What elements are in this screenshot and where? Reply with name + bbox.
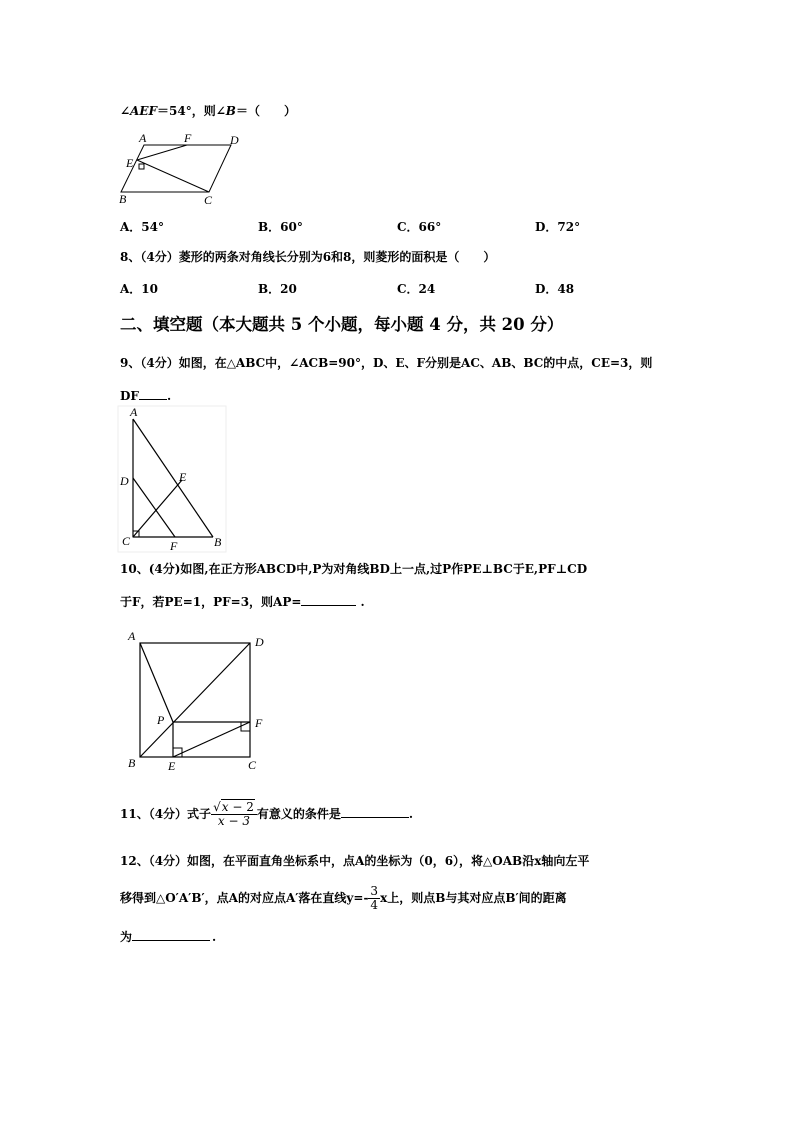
q11-numerator — [211, 801, 257, 815]
q11-stem — [120, 794, 413, 834]
q11-end: . — [408, 807, 414, 821]
q10-segment-ef — [173, 722, 250, 757]
q12-stem-line1: 12、（4分）如图，在平面直角坐标系中，点A的坐标为（0，6），将△OAB沿x轴向左平 — [120, 854, 590, 868]
q10-label-c: C — [248, 758, 257, 772]
q12-frac-num: 3 — [370, 884, 379, 898]
q12-answer-blank[interactable] — [132, 928, 210, 941]
q8-option-a[interactable]: A．10 — [120, 282, 159, 296]
q7-stem-tail: ＝（ ） — [235, 104, 296, 118]
q9-prefix: DF — [120, 389, 139, 403]
q11-radicand-var: x — [221, 800, 229, 814]
q10-right-angle-e — [173, 748, 182, 757]
q11-radicand — [221, 799, 255, 814]
q7-option-c[interactable]: C．66° — [397, 220, 442, 234]
q8-option-c[interactable]: C．24 — [397, 282, 436, 296]
q10-right-angle-f — [241, 722, 250, 731]
q10-label-b: B — [128, 756, 136, 770]
q12-stem-line3 — [120, 928, 216, 945]
q12-frac-den: 4 — [370, 898, 379, 912]
q10-suffix: . — [360, 595, 365, 609]
q10-diagonal-bd — [140, 643, 250, 757]
q7-angle-aef: ∠AEF — [120, 104, 158, 118]
q10-label-a: A — [128, 629, 136, 643]
q11-answer-blank[interactable] — [341, 805, 409, 818]
q12-line2-prefix: 移得到△O′A′B′，点A的对应点A′落在直线y=- — [120, 891, 369, 905]
q9-suffix: . — [166, 389, 172, 403]
q7-stem-b: B — [225, 104, 236, 118]
q9-label-e: E — [179, 470, 187, 484]
q11-fraction — [211, 801, 257, 828]
q10-label-p: P — [157, 713, 165, 727]
q7-label-d: D — [230, 133, 239, 147]
q7-label-f: F — [184, 131, 192, 145]
q7-option-b[interactable]: B．60° — [258, 220, 303, 234]
q7-stem-eq: ＝54°，则∠ — [157, 104, 226, 118]
q10-label-e: E — [168, 759, 176, 773]
q11-suffix: 有意义的条件是 — [256, 807, 341, 821]
q10-prefix: 于F，若PE=1，PF=3，则AP= — [120, 595, 302, 609]
q11-radicand-rest: − 2 — [232, 800, 254, 814]
q7-option-d[interactable]: D．72° — [535, 220, 581, 234]
q9-label-b: B — [214, 535, 222, 549]
q8-option-d[interactable]: D．48 — [535, 282, 575, 296]
q9-label-f: F — [170, 539, 178, 553]
q12-line2-suffix: x上，则点B与其对应点B′间的距离 — [380, 891, 567, 905]
q11-prefix: 11、（4分）式子 — [120, 807, 212, 821]
q12-line3-suffix: . — [212, 930, 217, 944]
q9-label-a: A — [130, 405, 138, 419]
q7-label-e: E — [126, 156, 134, 170]
q9-label-d: D — [120, 474, 129, 488]
q9-label-c: C — [122, 534, 131, 548]
q11-sqrt-sign: √ — [213, 800, 221, 814]
q11-denominator: x − 3 — [217, 814, 250, 828]
q7-option-a[interactable]: A．54° — [120, 220, 165, 234]
q12-fraction — [368, 885, 380, 912]
q7-label-a: A — [139, 131, 147, 145]
q8-stem: 8、（4分）菱形的两条对角线长分别为6和8，则菱形的面积是（ ） — [120, 250, 496, 264]
q10-label-f: F — [255, 716, 263, 730]
q7-label-c: C — [204, 193, 213, 207]
q12-line3-prefix: 为 — [120, 930, 133, 944]
q10-segment-ap — [140, 643, 173, 722]
q9-stem-line1: 9、（4分）如图，在△ABC中，∠ACB=90°，D、E、F分别是AC、AB、BC的中点，CE=3，则 — [120, 356, 653, 370]
q8-option-b[interactable]: B．20 — [258, 282, 297, 296]
q12-stem-line2 — [120, 880, 567, 916]
q10-label-d: D — [255, 635, 264, 649]
q10-stem-line1: 10、(4分)如图,在正方形ABCD中,P为对角线BD上一点,过P作PE⊥BC于E,PF⊥CD — [120, 562, 588, 576]
section-2-heading: 二、填空题（本大题共 5 个小题，每小题 4 分，共 20 分） — [120, 315, 564, 334]
q7-label-b: B — [119, 192, 127, 206]
